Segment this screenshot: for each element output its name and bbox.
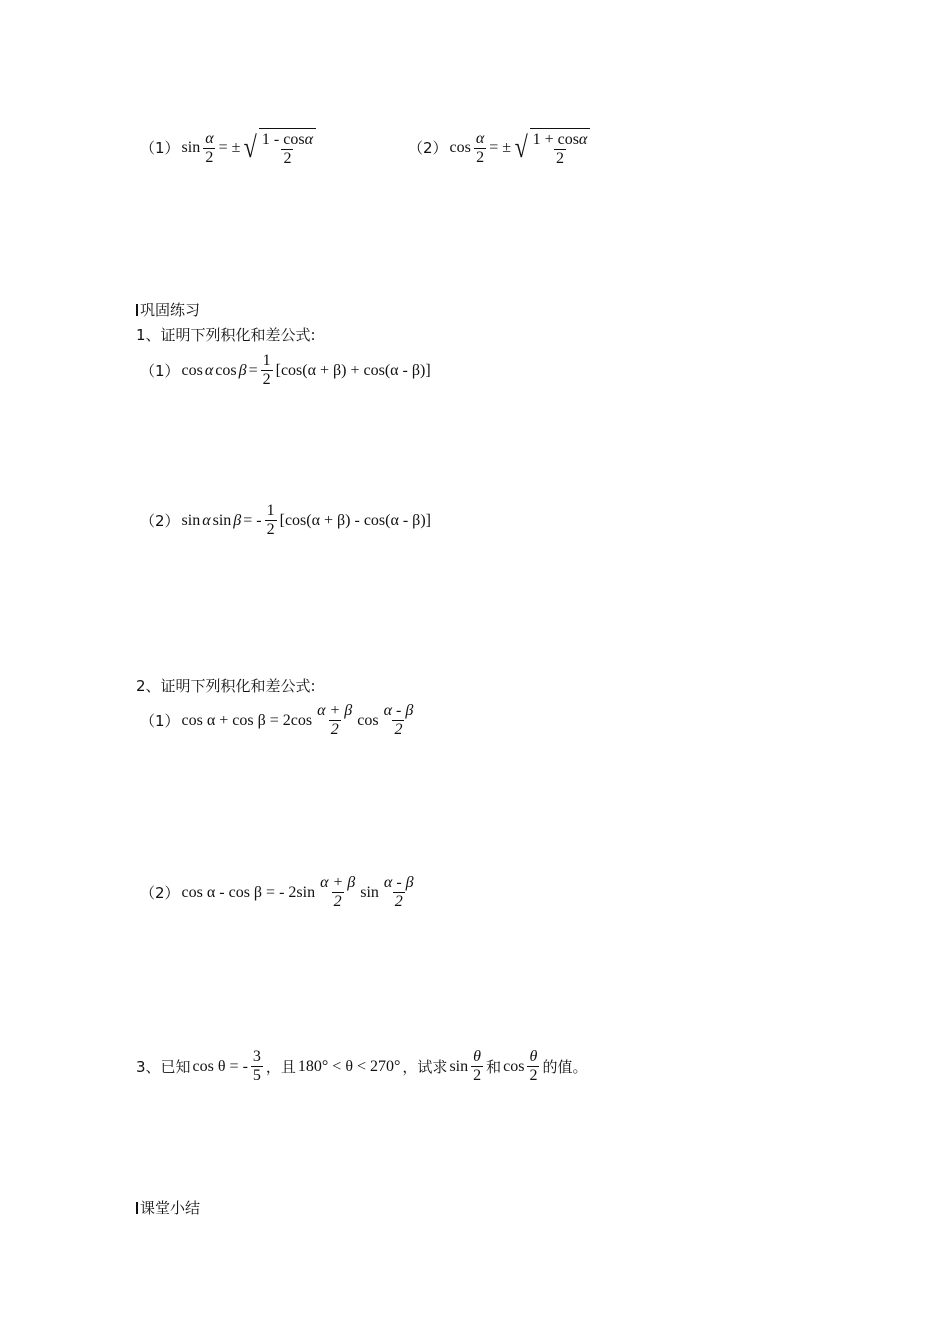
part-label: （1） — [140, 361, 180, 380]
equals-plus-minus: = ± — [489, 139, 512, 156]
section-summary-heading: 课堂小结 — [136, 1198, 200, 1218]
alpha-over-two: $\frac{\alpha}{2}$ — [475, 129, 485, 166]
half-angle-formula-2 — [408, 128, 590, 168]
three-fifths: $\frac{3}{5}$ — [252, 1048, 261, 1084]
sum-over-two: $\frac{\alpha + \beta}{2}$ — [317, 702, 353, 738]
question-3: 3、已知 cos θ = - $\frac{3}{5}$ ，且 180° < θ < 270° ，试求 sin $\frac{\theta}{2}$ 和 cos $\frac{\theta}{2}$ 的值。 — [136, 1048, 588, 1084]
one-half: $\frac{1}{2}$ — [266, 502, 275, 538]
difference-over-two: $\frac{\alpha - \beta}{2}$ — [383, 874, 414, 910]
section-marker — [136, 1202, 138, 1214]
formula-label: （1） — [140, 139, 180, 157]
formula-label: （2） — [408, 139, 448, 157]
question-1-part-2: （2） sin α sin β = - $\frac{1}{2}$ [cos(α + β) - cos(α - β)] — [140, 502, 431, 538]
theta-over-two: $\frac{\theta}{2}$ — [529, 1048, 538, 1084]
bracket-expression: [cos(α + β) - cos(α - β)] — [279, 511, 431, 529]
question-2-title: 2、证明下列积化和差公式: — [136, 677, 316, 695]
angle-range: 180° < θ < 270° — [297, 1057, 401, 1075]
part-label: （2） — [140, 883, 180, 902]
one-half: $\frac{1}{2}$ — [262, 352, 271, 388]
cos-text: cos — [449, 139, 471, 156]
question-2-part-2: （2） cos α - cos β = - 2sin $\frac{\alpha + \beta}{2}$ sin $\frac{\alpha - \beta}{2}$ — [140, 874, 414, 910]
part-label: （1） — [140, 711, 180, 730]
equals-plus-minus: = ± — [218, 139, 241, 156]
sqrt-expression: √ $\frac{1 - \cos\alpha}{2}$ — [242, 128, 316, 168]
theta-over-two: $\frac{\theta}{2}$ — [473, 1048, 482, 1084]
section-marker — [136, 304, 138, 316]
sin-text: sin — [181, 139, 201, 156]
section-practice-heading: 巩固练习 — [136, 300, 200, 320]
alpha-over-two: $\frac{\alpha}{2}$ — [205, 129, 214, 166]
bracket-expression: [cos(α + β) + cos(α - β)] — [275, 361, 431, 379]
sqrt-expression: √ $\frac{1 + \cos\alpha}{2}$ — [513, 128, 590, 168]
question-1-part-1: （1） cos α cos β = $\frac{1}{2}$ [cos(α + β) + cos(α - β)] — [140, 352, 431, 388]
question-1-title: 1、证明下列积化和差公式: — [136, 326, 316, 344]
part-label: （2） — [140, 511, 180, 530]
question-2-part-1: （1） cos α + cos β = 2cos $\frac{\alpha + \beta}{2}$ cos $\frac{\alpha - \beta}{2}$ — [140, 702, 414, 738]
difference-over-two: $\frac{\alpha - \beta}{2}$ — [383, 702, 414, 738]
half-angle-formula-1 — [140, 128, 316, 168]
sum-over-two: $\frac{\alpha + \beta}{2}$ — [320, 874, 356, 910]
